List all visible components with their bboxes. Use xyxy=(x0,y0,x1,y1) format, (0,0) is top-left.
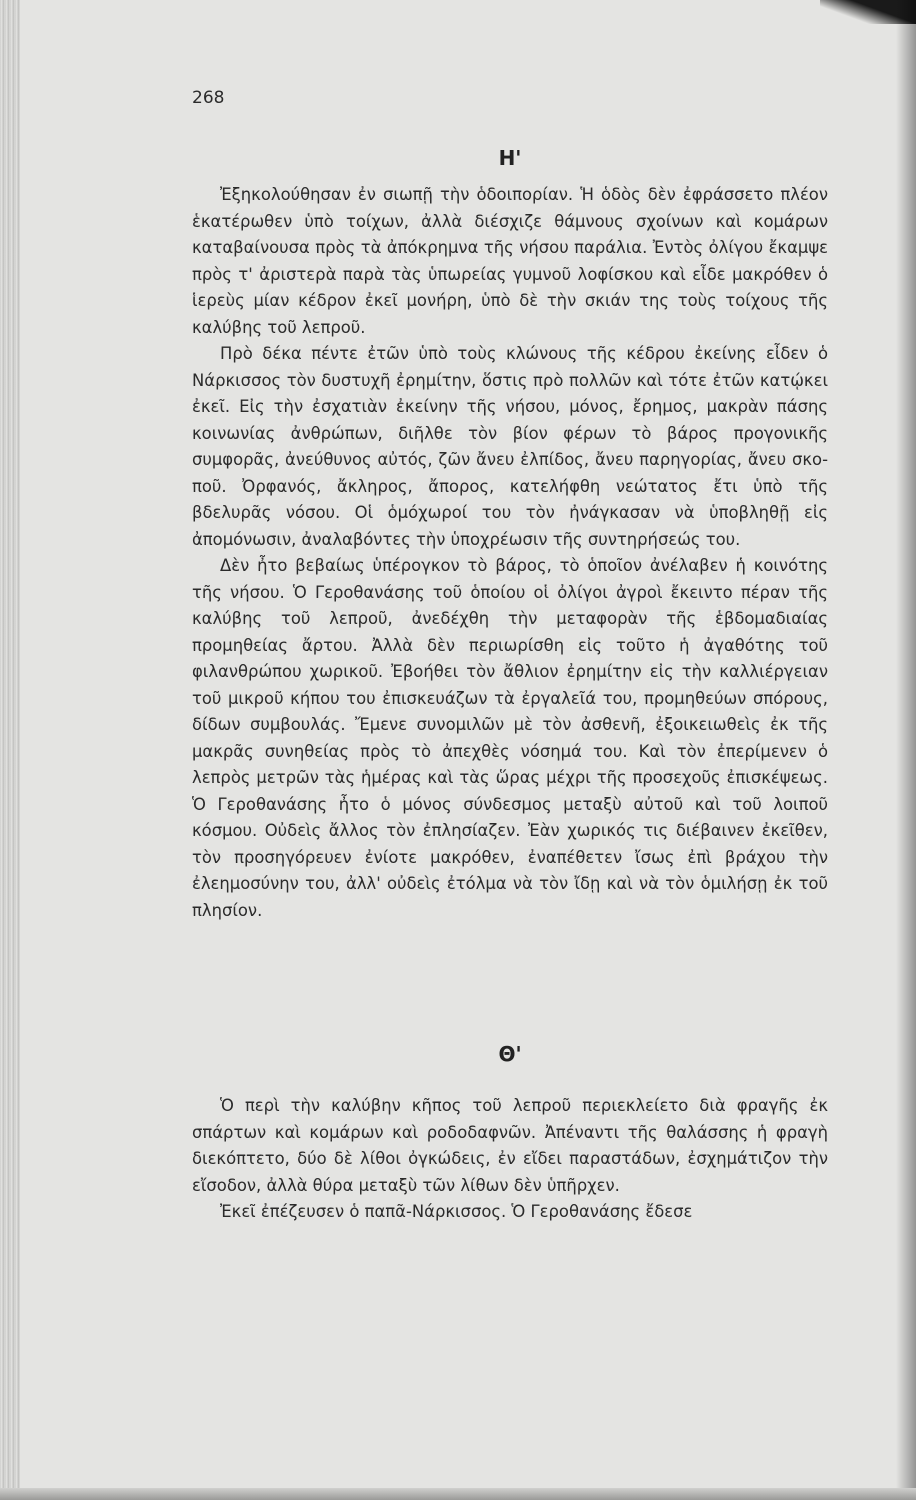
paragraph: Δὲν ἦτο βεβαίως ὑπέρογκον τὸ βάρος, τὸ ὁποῖον ἀνέλαβεν ἡ κοινότης τῆς νήσου. Ὁ Γεροθανάσης τοῦ ὁποίου οἱ ὀλίγοι ἀγροὶ ἔκειντο πέραν τῆς καλύβης τοῦ λεπροῦ, ἀνεδέχθη τὴν μεταφορὰν τῆς ἑβδομαδιαίας προμηθείας ἄρτου. Ἀλλὰ δὲν περιωρίσθη εἰς τοῦτο ἡ ἀγαθότης τοῦ φιλανθρώπου χωρικοῦ. Ἐβοήθει τὸν ἄθλιον ἐρημίτην εἰς τὴν καλλιέργειαν τοῦ μικροῦ κήπου του ἐπισκευάζων τὰ ἐργαλεῖά του, προμηθεύων σπόρους, δίδων συμβουλάς. Ἔμενε συνομιλῶν μὲ τὸν ἀσθενῆ, ἐξοικειωθεὶς ἐκ τῆς μακρᾶς συνηθείας πρὸς τὸ ἀπεχθὲς νόσημά του. Καὶ τὸν ἐπερίμενεν ὁ λεπρὸς μετρῶν τὰς ἡμέρας καὶ τὰς ὥρας μέχρι τῆς προσεχοῦς ἐπισκέψεως. Ὁ Γεροθανάσης ἦτο ὁ μόνος σύνδεσμος μεταξὺ αὐτοῦ καὶ τοῦ λοιποῦ κόσμου. Οὐδεὶς ἄλλος τὸν ἐπλησίαζεν. Ἐὰν χωρικός τις διέβαινεν ἐκεῖθεν, τὸν προσηγόρευεν ἐνίοτε μακρόθεν, ἐναπέθετεν ἴσως ἐπὶ βράχου τὴν ἐλεημοσύνην του, ἀλλ' οὐδεὶς ἐτόλμα νὰ τὸν ἴδῃ καὶ νὰ τὸν ὁμιλήσῃ ἐκ τοῦ πλησίον. xyxy=(192,556,828,920)
paragraph: Πρὸ δέκα πέντε ἐτῶν ὑπὸ τοὺς κλώνους τῆς κέδρου ἐκείνης εἶδεν ὁ Νάρκισσος τὸν δυστυχῆ ἐρημίτην, ὅστις πρὸ πολλῶν καὶ τότε ἐτῶν κατῴκει ἐκεῖ. Εἰς τὴν ἐσχατιὰν ἐκείνην τῆς νήσου, μόνος, ἔρημος, μακρὰν πάσης κοινωνίας ἀνθρώπων, διῆλθε τὸν βίον φέρων τὸ βάρος προγονικῆς συμφορᾶς, ἀνεύθυνος αὐτός, ζῶν ἄνευ ἐλπίδος, ἄνευ παρηγορίας, ἄνευ σκοποῦ. Ὀρφανός, ἄκληρος, ἄπορος, κατελήφθη νεώτατος ἔτι ὑπὸ τῆς βδελυρᾶς νόσου. Οἱ ὁμόχωροί του τὸν ἠνάγκασαν νὰ ὑποβληθῇ εἰς ἀπομόνωσιν, ἀναλαβόντες τὴν ὑποχρέωσιν τῆς συντηρήσεώς του. xyxy=(192,344,828,549)
scan-right-shadow xyxy=(896,0,916,1500)
chapter-theta-text xyxy=(192,1093,828,1226)
chapter-heading-eta: Η' xyxy=(498,146,522,170)
paragraph: Ἐκεῖ ἐπέζευσεν ὁ παπᾶ-Νάρκισσος. Ὁ Γεροθανάσης ἔδεσε xyxy=(220,1202,693,1221)
page-stack-edge xyxy=(0,0,20,1500)
paragraph: Ὁ περὶ τὴν καλύβην κῆπος τοῦ λεπροῦ περιεκλείετο διὰ φραγῆς ἐκ σπάρτων καὶ κομάρων καὶ ροδοδαφνῶν. Ἀπέναντι τῆς θαλάσσης ἡ φραγὴ διεκόπτετο, δύο δὲ λίθοι ὀγκώδεις, ἐν εἴδει παραστάδων, ἐσχημάτιζον τὴν εἴσοδον, ἀλλὰ θύρα μεταξὺ τῶν λίθων δὲν ὑπῆρχεν. xyxy=(192,1096,828,1195)
chapter-eta-text xyxy=(192,182,828,924)
scan-bottom-shadow xyxy=(0,1488,916,1500)
chapter-heading-theta: Θ' xyxy=(498,1042,522,1066)
paragraph: Ἐξηκολούθησαν ἐν σιωπῇ τὴν ὁδοιπορίαν. Ἡ ὁδὸς δὲν ἐφράσσετο πλέον ἑκατέρωθεν ὑπὸ τοίχων, ἀλλὰ διέσχιζε θάμνους σχοίνων καὶ κομάρων καταβαίνουσα πρὸς τὰ ἀπόκρημνα τῆς νήσου παράλια. Ἐντὸς ὀλίγου ἔκαμψε πρὸς τ' ἀριστερὰ παρὰ τὰς ὑπωρείας γυμνοῦ λοφίσκου καὶ εἶδε μακρόθεν ὁ ἱερεὺς μίαν κέδρον ἐκεῖ μονήρη, ὑπὸ δὲ τὴν σκιάν της τοὺς τοίχους τῆς καλύβης τοῦ λεπροῦ. xyxy=(192,185,828,337)
page-number: 268 xyxy=(192,88,225,108)
